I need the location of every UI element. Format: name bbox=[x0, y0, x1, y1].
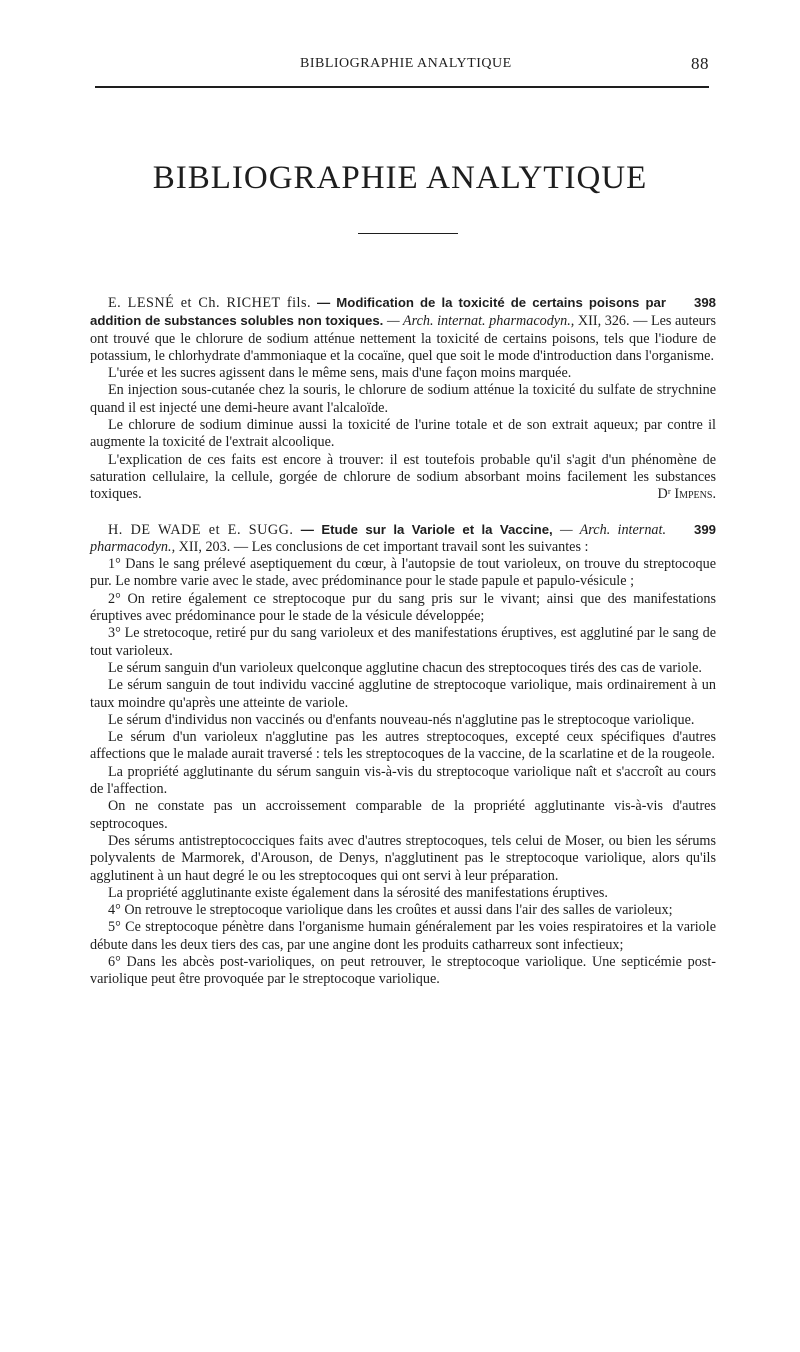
paragraph: 2° On retire également ce streptocoque pur du sang pris sur le vivant; ainsi que des manifestations éruptives avec prédominance pour le stade de la vésicule développée; bbox=[90, 590, 716, 625]
paragraph: La propriété agglutinante existe également dans la sérosité des manifestations éruptives. bbox=[108, 884, 608, 901]
entry-number: 398 bbox=[693, 295, 716, 310]
page-number: 88 bbox=[691, 54, 709, 73]
paragraph: Le sérum sanguin d'un varioleux quelconque agglutine chacun des streptocoques tirés des cas de variole. bbox=[108, 659, 702, 676]
paragraph: On ne constate pas un accroissement comparable de la propriété agglutinante vis-à-vis d'autres septrocoques. bbox=[90, 798, 716, 832]
header-rule bbox=[95, 86, 709, 88]
page-title: BIBLIOGRAPHIE ANALYTIQUE bbox=[152, 160, 648, 196]
entry-summary: — Les conclusions de cet important travail sont les suivantes : bbox=[233, 538, 589, 555]
entry-number: 399 bbox=[693, 521, 716, 537]
entry-authors: H. DE WADE et E. SUGG. bbox=[108, 521, 294, 538]
paragraph: 6° Dans les abcès post-varioliques, on peut retrouver, le streptocoque variolique. Une septicémie post-variolique peut être provoquée par le streptocoque variolique. bbox=[90, 953, 716, 988]
entry-ref: XII, 326. bbox=[577, 313, 630, 330]
entry-ref: XII, 203. bbox=[178, 538, 231, 555]
paragraph: L'urée et les sucres agissent dans le même sens, mais d'une façon moins marquée. bbox=[108, 365, 572, 382]
entry-journal: — Arch. internat. pharmacodyn., bbox=[90, 521, 666, 555]
entry-title: — Etude sur la Variole et la Vaccine, bbox=[300, 521, 553, 537]
entry-399 bbox=[90, 521, 716, 989]
paragraph: 4° On retrouve le streptocoque variolique dans les croûtes et aussi dans l'air des salles de varioleux; bbox=[108, 902, 673, 919]
entry-398-header bbox=[90, 294, 716, 365]
paragraph bbox=[90, 452, 716, 504]
entry-title: — Modification de la toxicité de certains poisons par addition de substances solubles non toxiques. bbox=[90, 295, 666, 329]
running-head-title: BIBLIOGRAPHIE ANALYTIQUE bbox=[300, 56, 512, 71]
paragraph: Le sérum d'un varioleux n'agglutine pas les autres streptocoques, excepté ceux spécifiques d'autres affections que le malade aurait traversé : tels les streptocoques de la vaccine, de la scarlatine et de la rougeole. bbox=[90, 729, 716, 763]
paragraph: En injection sous-cutanée chez la souris, le chlorure de sodium atténue la toxicité du sulfate de strychnine quand il est injecté une demi-heure avant l'alcaloïde. bbox=[90, 382, 716, 416]
paragraph: Des sérums antistreptococciques faits avec d'autres streptocoques, tels celui de Moser, ou bien les sérums polyvalents de Marmorek, d'Arouson, de Denys, n'agglutinent pas le streptocoque variolique, alors qu'ils agglutinent à un haut degré le ou les streptocoques qui ont servi à leur préparation. bbox=[90, 832, 716, 884]
entry-summary: — Les auteurs ont trouvé que le chlorure de sodium atténue nettement la toxicité de certains poisons, tels que l'iodure de potassium, le chlorhydrate d'ammoniaque et la cocaïne, quel que soit le mode d'introduction dans l'organisme. bbox=[90, 313, 717, 364]
signature: Dʳ Impens. bbox=[657, 486, 716, 503]
paragraph: Le sérum sanguin de tout individu vacciné agglutine de streptocoque variolique, mais ordinairement à un taux moindre qu'après une atteinte de variole. bbox=[90, 677, 716, 711]
paragraph: 3° Le stretocoque, retiré pur du sang varioleux et des manifestations éruptives, est agglutiné par le sang de tout varioleux. bbox=[90, 625, 716, 659]
entry-398 bbox=[90, 294, 716, 504]
entry-journal: — Arch. internat. pharmacodyn., bbox=[386, 313, 575, 330]
entry-authors: E. LESNÉ et Ch. RICHET fils. bbox=[108, 295, 312, 311]
article-body bbox=[90, 294, 716, 989]
paragraph: 5° Ce streptocoque pénètre dans l'organisme humain généralement par les voies respiratoires et la variole débute dans les deux tiers des cas, par une angine dont les produits catharreux sont infectieux; bbox=[90, 919, 716, 953]
paragraph: 1° Dans le sang prélevé aseptiquement du cœur, à l'autopsie de tout varioleux, on trouve du streptocoque pur. Le nombre varie avec le stade, avec prédominance pour le stade papule et papulo-vésicule ; bbox=[90, 556, 716, 590]
paragraph: Le chlorure de sodium diminue aussi la toxicité de l'urine totale et de son extrait aqueux; par contre il augmente la toxicité de l'extrait alcoolique. bbox=[90, 417, 716, 451]
paragraph-text: L'explication de ces faits est encore à trouver: il est toutefois probable qu'il s'agit d'un phénomène de saturation cellulaire, la cellule, gorgée de chlorure de sodium absorbant moins facilement les substances toxiques. bbox=[90, 451, 716, 503]
paragraph: La propriété agglutinante du sérum sanguin vis-à-vis du streptocoque variolique naît et s'accroît au cours de l'affection. bbox=[90, 763, 716, 798]
title-rule bbox=[358, 233, 458, 234]
entry-399-header bbox=[90, 521, 716, 557]
paragraph: Le sérum d'individus non vaccinés ou d'enfants nouveau-nés n'agglutine pas le streptocoque variolique. bbox=[108, 711, 695, 728]
